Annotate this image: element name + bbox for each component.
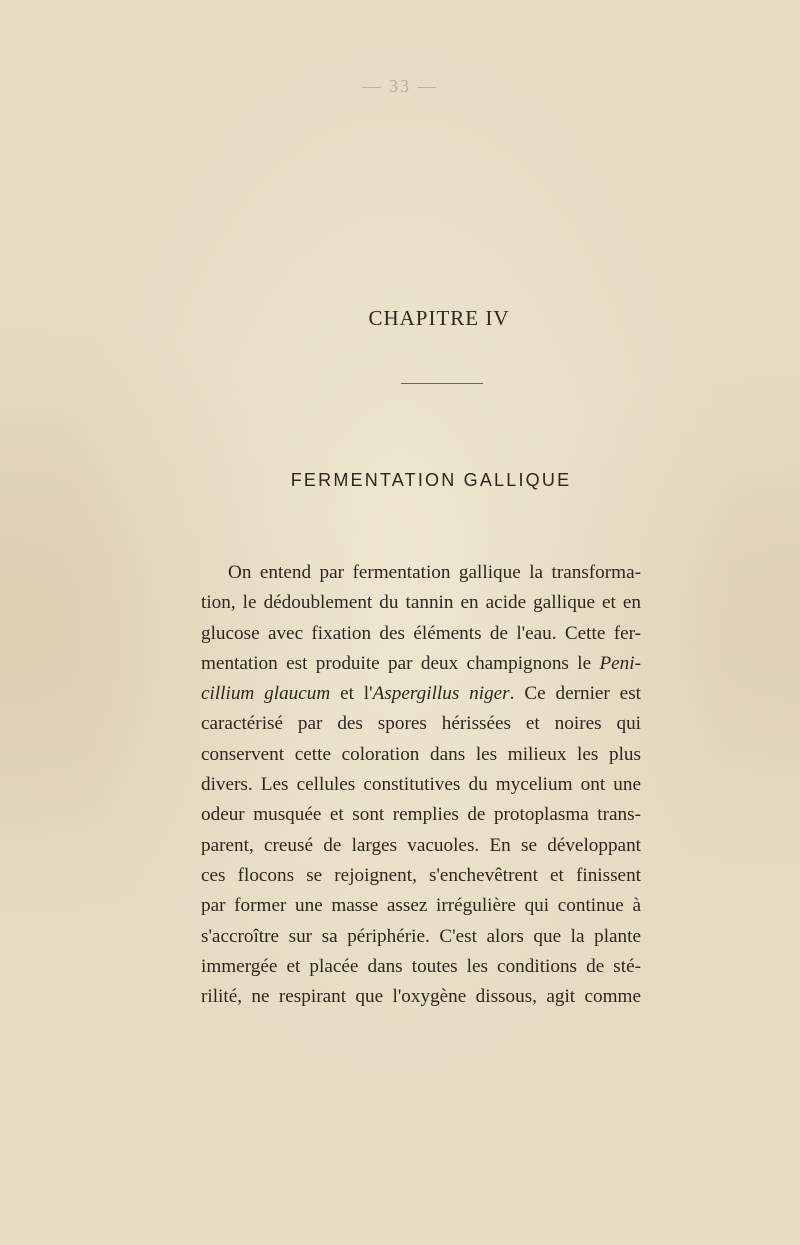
body-paragraph (201, 558, 641, 1012)
italic-text: Peni- (599, 652, 641, 674)
paragraph-line (201, 831, 641, 861)
paragraph-line (201, 709, 641, 739)
paragraph-line (201, 649, 641, 679)
italic-text: Aspergillus niger (372, 683, 510, 705)
paragraph-line (201, 740, 641, 770)
text-segment: ces flocons se rejoignent, s'enchevêtrent et finissent (201, 864, 641, 886)
text-segment: On entend par fermentation gallique la transforma- (228, 562, 641, 583)
text-segment: conservent cette coloration dans les milieux les plus (201, 743, 641, 765)
text-segment: rilité, ne respirant que l'oxygène dissous, agit comme (201, 986, 641, 1008)
paragraph-line (201, 770, 641, 800)
section-title: FERMENTATION GALLIQUE (290, 470, 572, 490)
text-segment: parent, creusé de larges vacuoles. En se développant (201, 834, 641, 856)
paragraph-line (201, 588, 641, 618)
page-number: — 33 — (362, 76, 438, 96)
text-segment: caractérisé par des spores hérissées et noires qui (201, 713, 641, 735)
paragraph-line (201, 922, 641, 952)
chapter-title: CHAPITRE IV (368, 306, 510, 330)
paragraph-line (201, 558, 641, 588)
text-segment: mentation est produite par deux champignons le (201, 652, 600, 674)
paragraph-line (201, 619, 641, 649)
text-segment: divers. Les cellules constitutives du mycelium ont une (201, 774, 641, 796)
text-segment: tion, le dédoublement du tannin en acide gallique et en (201, 592, 641, 614)
text-segment: s'accroître sur sa périphérie. C'est alors que la plante (201, 925, 641, 947)
paragraph-line (201, 952, 641, 982)
text-segment: immergée et placée dans toutes les conditions de sté- (201, 955, 641, 977)
paragraph-line (201, 679, 641, 709)
paragraph-line (201, 982, 641, 1012)
paragraph-line (201, 891, 641, 921)
text-segment: odeur musquée et sont remplies de protoplasma trans- (201, 804, 641, 826)
text-segment: et l' (330, 683, 373, 705)
paragraph-line (201, 800, 641, 830)
italic-text: cillium glaucum (201, 683, 331, 705)
text-segment: par former une masse assez irrégulière qui continue à (201, 895, 641, 917)
paragraph-line (201, 861, 641, 891)
title-divider (401, 383, 483, 384)
text-segment: glucose avec fixation des éléments de l'eau. Cette fer- (201, 622, 641, 644)
text-segment: . Ce dernier est (509, 683, 641, 705)
